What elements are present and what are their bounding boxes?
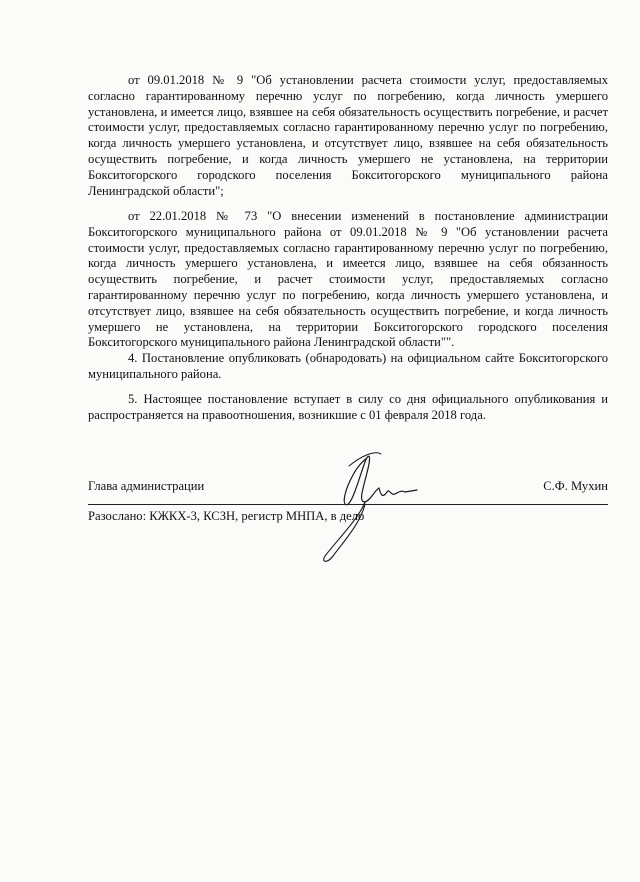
position-title: Глава администрации (88, 479, 205, 493)
paragraph-resolution-9: от 09.01.2018 № 9 "Об установлении расчета стоимости услуг, предоставляемых согласно гарантированному перечню услуг по погребению, когда личность умершего установлена, и имеется лицо, взявшее на себя обязательность осуществить погребение, и расчет стоимости услуг, предоставляемых согласно гарантированному перечню услуг по погребению, когда личность умершего установлена, и отсутствует лицо, взявшее на себя обязательность осуществить погребение, и когда личность умершего не установлена, на территории Бокситогорского городского поселения Бокситогорского муниципального района Ленинградской области"; (88, 73, 608, 198)
signature-icon (305, 438, 445, 568)
paragraph-resolution-73: от 22.01.2018 № 73 "О внесении изменений в постановление администрации Бокситогорского муниципального района от 09.01.2018 № 9 "Об установлении расчета стоимости услуг, предоставляемых согласно гарантированному перечню услуг по погребению, когда личность умершего установлена, и имеется лицо, взявшее на себя обязанность осуществить погребение, и расчет стоимости услуг, предоставляемых согласно гарантированному перечню услуг по погребению, когда личность умершего установлена, и отсутствует лицо, взявшее на себя обязательность осуществить погребение, и когда личность умершего не установлена, на территории Бокситогорского городского поселения Бокситогорского муниципального района Ленинградской области"". (88, 209, 608, 350)
paragraph-item-5: 5. Настоящее постановление вступает в силу со дня официального опубликования и распространяется на правоотношения, возникшие с 01 февраля 2018 года. (88, 392, 608, 422)
signatory-name: С.Ф. Мухин (543, 479, 608, 493)
distribution-list: Разослано: КЖКХ-3, КСЗН, регистр МНПА, в дело (88, 509, 365, 523)
paragraph-item-4: 4. Постановление опубликовать (обнародовать) на официальном сайте Бокситогорского муниципального района. (88, 351, 608, 381)
handwritten-signature (305, 438, 445, 573)
divider-line (88, 504, 608, 505)
